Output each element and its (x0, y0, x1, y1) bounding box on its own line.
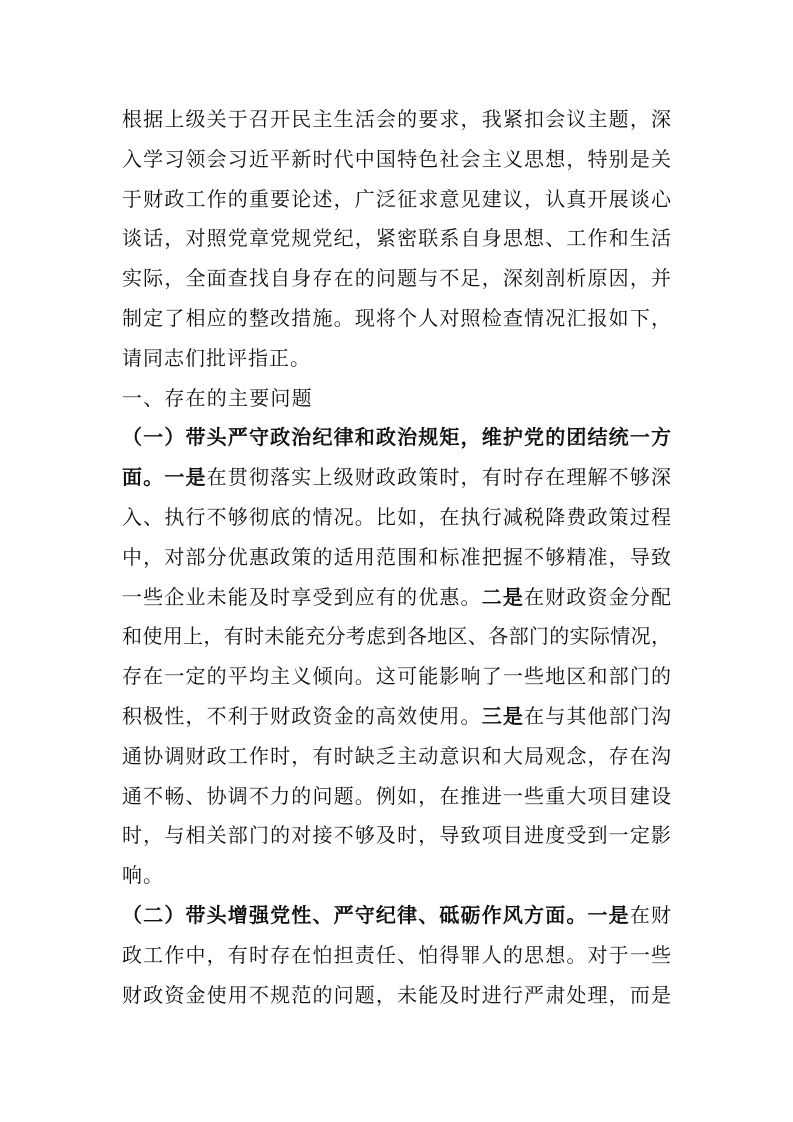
paragraph-line (122, 140, 671, 180)
paragraph-line (122, 259, 671, 299)
section-heading-text: 一、存在的主要问题 (122, 385, 313, 410)
body-text: 财政资金使用不规范的问题，未能及时进行严肃处理，而是 (122, 982, 671, 1007)
body-text: 时，与相关部门的对接不够及时，导致项目进度受到一定影 (122, 823, 671, 848)
paragraph-line (122, 856, 671, 896)
paragraph-line (122, 100, 671, 140)
paragraph-line (122, 777, 671, 817)
body-text: 入学习领会习近平新时代中国特色社会主义思想，特别是关 (122, 146, 671, 171)
paragraph-line (122, 816, 671, 856)
bold-lead-text: 三是 (481, 703, 525, 728)
body-text: 响。 (122, 863, 164, 888)
paragraph-line (122, 498, 671, 538)
paragraph-line (122, 538, 671, 578)
paragraph-line (122, 339, 671, 379)
body-text: 在财政资金分配 (524, 584, 672, 609)
body-text: 一些企业未能及时享受到应有的优惠。 (122, 584, 482, 609)
paragraph-line (122, 737, 671, 777)
paragraph-line (122, 657, 671, 697)
paragraph-line (122, 617, 671, 657)
paragraph-line (122, 180, 671, 220)
body-text: 在财 (629, 902, 672, 927)
subsection-heading-line (122, 896, 671, 936)
paragraph-line (122, 219, 671, 259)
paragraph-line (122, 299, 671, 339)
body-text: 存在一定的平均主义倾向。这可能影响了一些地区和部门的 (122, 664, 671, 689)
body-text: 实际，全面查找自身存在的问题与不足，深刻剖析原因，并 (122, 266, 671, 291)
body-text: 制定了相应的整改措施。现将个人对照检查情况汇报如下， (122, 305, 671, 330)
subsection-heading-text: （一）带头严守政治纪律和政治规矩，维护党的团结统一方 (122, 425, 671, 450)
bold-lead-text: 二是 (481, 584, 525, 609)
bold-lead-text: 面。一是 (122, 465, 207, 490)
body-text: 积极性，不利于财政资金的高效使用。 (122, 703, 482, 728)
body-text: 根据上级关于召开民主生活会的要求，我紧扣会议主题，深 (122, 107, 671, 131)
subsection-heading-text: （二）带头增强党性、严守纪律、砥砺作风方面。一是 (122, 902, 630, 927)
body-text: 政工作中，有时存在怕担责任、怕得罪人的思想。对于一些 (122, 942, 671, 967)
paragraph-line (122, 697, 671, 737)
body-text: 通协调财政工作时，有时缺乏主动意识和大局观念，存在沟 (122, 743, 671, 768)
paragraph-line (122, 578, 671, 618)
subsection-heading-line (122, 418, 671, 458)
body-text: 于财政工作的重要论述，广泛征求意见建议，认真开展谈心 (122, 186, 671, 211)
section-heading (122, 379, 671, 419)
body-text: 中，对部分优惠政策的适用范围和标准把握不够精准，导致 (122, 544, 671, 569)
paragraph-line (122, 458, 671, 498)
document-body (122, 100, 671, 1015)
body-text: 和使用上，有时未能充分考虑到各地区、各部门的实际情况， (122, 624, 671, 649)
body-text: 在贯彻落实上级财政政策时，有时存在理解不够深 (206, 465, 672, 490)
body-text: 通不畅、协调不力的问题。例如，在推进一些重大项目建设 (122, 783, 671, 808)
paragraph-line (122, 976, 671, 1016)
body-text: 入、执行不够彻底的情况。比如，在执行减税降费政策过程 (122, 504, 671, 529)
paragraph-line (122, 936, 671, 976)
body-text: 在与其他部门沟 (524, 703, 672, 728)
body-text: 请同志们批评指正。 (122, 345, 311, 370)
body-text: 谈话，对照党章党规党纪，紧密联系自身思想、工作和生活 (122, 226, 671, 251)
